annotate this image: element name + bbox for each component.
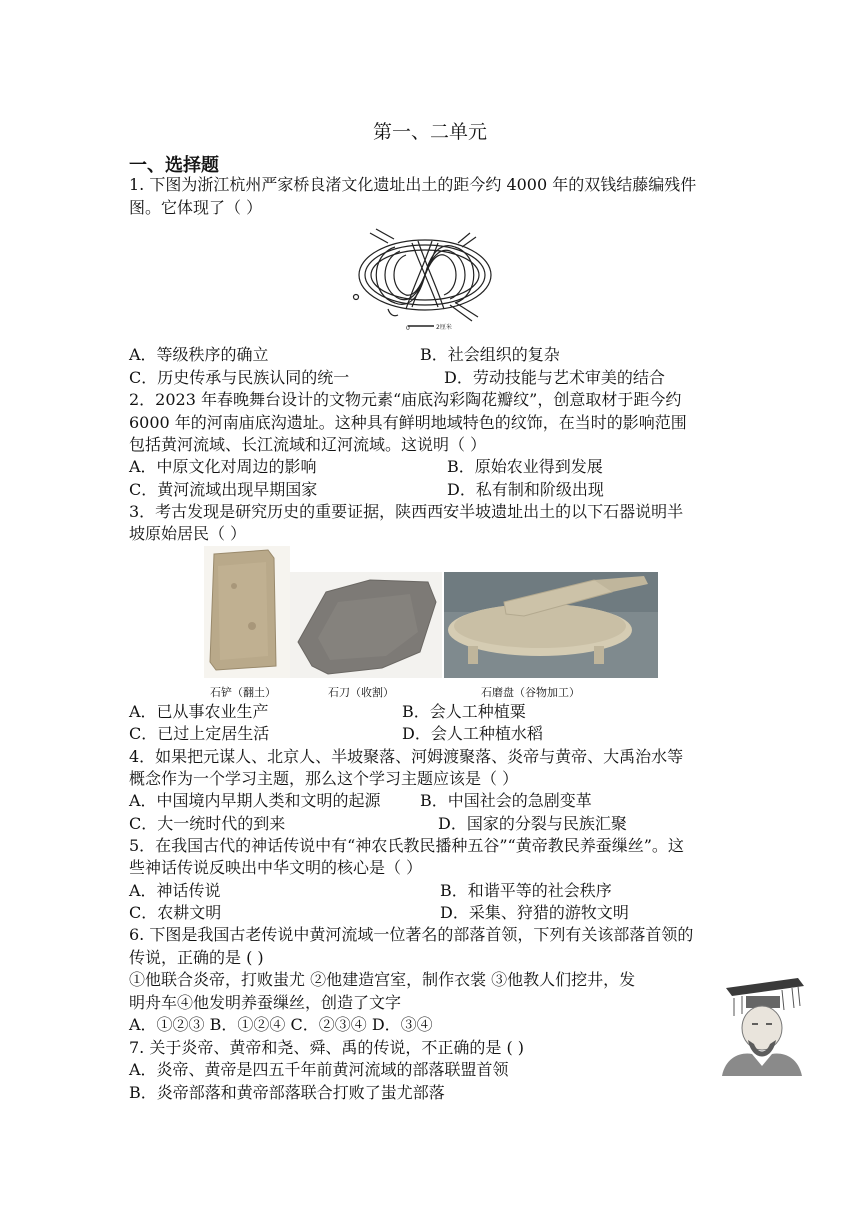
q5-line2: 些神话传说反映出中华文明的核心是（ ）: [129, 858, 423, 877]
q5-option-a: A．神话传说: [129, 881, 221, 900]
q3-line2: 坡原始居民（ ）: [129, 524, 247, 543]
q1-option-b: B．社会组织的复杂: [420, 345, 560, 364]
knot-rattan-figure: [350, 225, 500, 337]
q7-line1: 7. 关于炎帝、黄帝和尧、舜、禹的传说，不正确的是 ( ): [129, 1038, 525, 1057]
q2-option-a: A．中原文化对周边的影响: [129, 457, 317, 476]
q2-option-c: C．黄河流域出现早期国家: [129, 480, 318, 499]
q5-line1: 5．在我国古代的神话传说中有“神农氏教民播种五谷”“黄帝教民养蚕缫丝”。这: [129, 836, 684, 855]
q4-option-a: A．中国境内早期人类和文明的起源: [129, 791, 381, 810]
section-heading: 一、选择题: [129, 155, 219, 176]
q6-options: A．①②③ B．①②④ C．②③④ D．③④: [129, 1015, 433, 1034]
q4-line1: 4．如果把元谋人、北京人、半坡聚落、河姆渡聚落、炎帝与黄帝、大禹治水等: [129, 747, 684, 766]
q1-stem-line2: 图。它体现了（ ）: [129, 198, 263, 217]
q4-line2: 概念作为一个学习主题，那么这个学习主题应该是（ ）: [129, 769, 519, 788]
q4-option-b: B．中国社会的急剧变革: [420, 791, 592, 810]
q5-option-b: B．和谐平等的社会秩序: [440, 881, 612, 900]
q3-option-a: A．已从事农业生产: [129, 702, 269, 721]
scale-label: 2厘米: [436, 324, 452, 331]
q6-line1: 6. 下图是我国古老传说中黄河流域一位著名的部落首领，下列有关该部落首领的: [129, 925, 694, 944]
q2-line2: 6000 年的河南庙底沟遗址。这种具有鲜明地域特色的纹饰，在当时的影响范围: [129, 413, 687, 432]
q5-option-d: D．采集、狩猎的游牧文明: [440, 903, 629, 922]
q1-option-a: A．等级秩序的确立: [129, 345, 269, 364]
huangdi-portrait: [712, 970, 812, 1076]
q4-option-c: C．大一统时代的到来: [129, 814, 286, 833]
q1-option-c: C．历史传承与民族认同的统一: [129, 368, 350, 387]
stone-grinding-slab-photo: [444, 572, 658, 678]
q2-line1: 2．2023 年春晚舞台设计的文物元素“庙底沟彩陶花瓣纹”，创意取材于距今约: [129, 390, 682, 409]
caption-grinding-slab: 石磨盘（谷物加工）: [481, 686, 580, 699]
q2-line3: 包括黄河流域、长江流域和辽河流域。这说明（ ）: [129, 435, 487, 454]
q6-line4: 明舟车④他发明养蚕缫丝，创造了文字: [129, 993, 402, 1012]
scale-zero: 0: [406, 325, 410, 332]
q4-option-d: D．国家的分裂与民族汇聚: [438, 814, 627, 833]
caption-stone-knife: 石刀（收割）: [328, 686, 394, 699]
q1-option-d: D．劳动技能与艺术审美的结合: [444, 368, 665, 387]
q5-option-c: C．农耕文明: [129, 903, 222, 922]
q2-option-b: B．原始农业得到发展: [447, 457, 603, 476]
stone-knife-photo: [290, 572, 442, 678]
q3-option-b: B．会人工种植粟: [402, 702, 526, 721]
stone-spade-photo: [204, 546, 290, 678]
q6-line3: ①他联合炎帝，打败蚩尤 ②他建造宫室，制作衣裳 ③他教人们挖井，发: [129, 970, 636, 989]
q3-option-d: D．会人工种植水稻: [402, 724, 543, 743]
q1-stem-line1: 1. 下图为浙江杭州严家桥良渚文化遗址出土的距今约 4000 年的双钱结藤编残件: [129, 175, 697, 194]
caption-stone-spade: 石铲（翻土）: [210, 686, 276, 699]
q7-option-a: A．炎帝、黄帝是四五千年前黄河流域的部落联盟首领: [129, 1060, 509, 1079]
q2-option-d: D．私有制和阶级出现: [447, 480, 604, 499]
q7-option-b: B．炎帝部落和黄帝部落联合打败了蚩尤部落: [129, 1083, 445, 1102]
q3-option-c: C．已过上定居生活: [129, 724, 270, 743]
page-title: 第一、二单元: [372, 121, 487, 143]
q6-line2: 传说，正确的是 ( ): [129, 948, 264, 967]
q3-line1: 3．考古发现是研究历史的重要证据，陕西西安半坡遗址出土的以下石器说明半: [129, 502, 684, 521]
